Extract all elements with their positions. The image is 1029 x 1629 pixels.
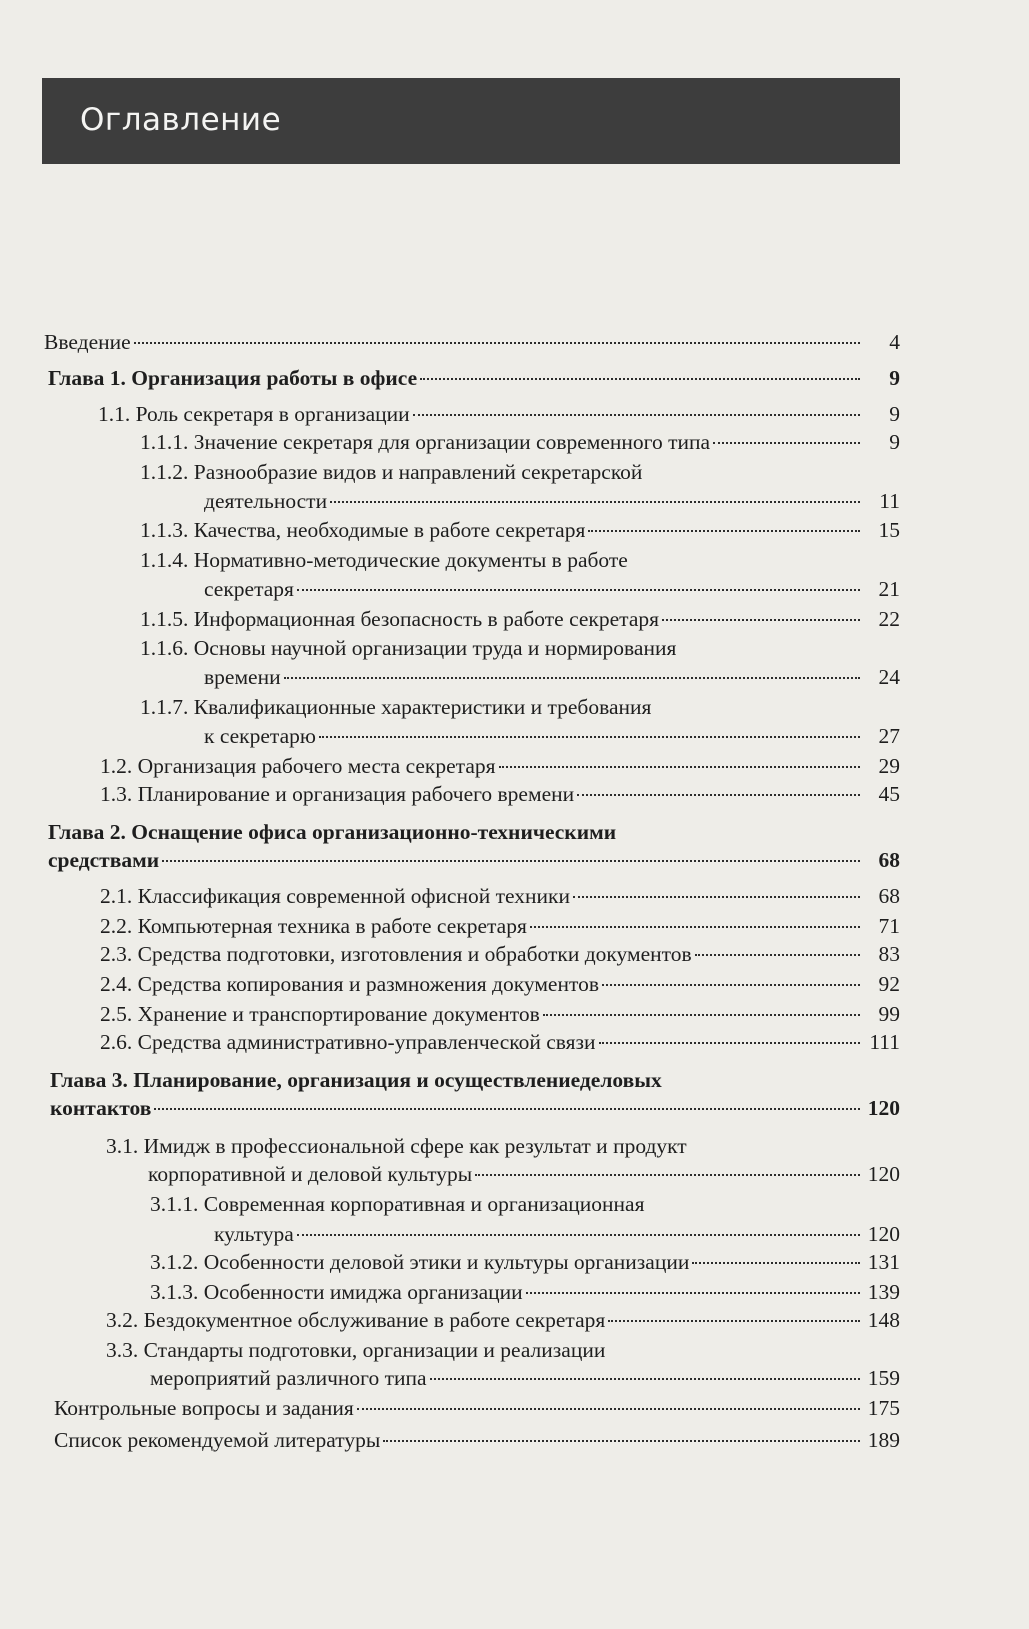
toc-entry-1-1-4[interactable] [204, 575, 900, 603]
toc-entry-1-2[interactable] [100, 752, 900, 780]
toc-entry-3-2[interactable] [106, 1306, 900, 1334]
dot-leader [297, 589, 860, 591]
toc-entry-1-1-3[interactable] [140, 516, 900, 544]
toc-entry-title: 1.1.1. Значение секретаря для организации современного типа [140, 430, 711, 454]
toc-page-number: 22 [878, 607, 900, 631]
toc-entry-title: 2.5. Хранение и транспортирование документов [100, 1002, 540, 1026]
toc-entry-title: 1.1.3. Качества, необходимые в работе секретаря [140, 518, 586, 542]
toc-entry-title-continued: времени [204, 665, 281, 689]
toc-page-number: 4 [889, 330, 900, 354]
toc-entry-chapter-3[interactable] [50, 1094, 900, 1122]
toc-entry-chapter-3-title: Глава 3. Планирование, организация и осуществлениеделовых [50, 1068, 662, 1092]
dot-leader [543, 1014, 860, 1016]
dot-leader [662, 619, 860, 621]
dot-leader [573, 896, 860, 898]
toc-entry-title: Введение [44, 330, 131, 354]
dot-leader [430, 1378, 860, 1380]
toc-entry-1-1[interactable] [98, 400, 900, 428]
toc-page-number: 92 [878, 972, 900, 996]
toc-entry-chapter-2-title: Глава 2. Оснащение офиса организационно-техническими [48, 820, 617, 844]
toc-entry-1-1-7[interactable] [204, 722, 900, 750]
toc-entry-2-5[interactable] [100, 1000, 900, 1028]
toc-entry-2-2[interactable] [100, 912, 900, 940]
toc-entry-title: Список рекомендуемой литературы [54, 1428, 381, 1452]
toc-entry-2-4[interactable] [100, 970, 900, 998]
toc-entry-title: 2.2. Компьютерная техника в работе секретаря [100, 914, 527, 938]
toc-page-number: 148 [867, 1308, 900, 1332]
toc-page-number: 27 [878, 724, 900, 748]
toc-entry-3-1-3[interactable] [150, 1278, 900, 1306]
toc-entry-literature[interactable] [54, 1426, 900, 1454]
toc-entry-1-1-2[interactable] [204, 487, 900, 515]
toc-entry-1-1-6-title: 1.1.6. Основы научной организации труда и нормирования [140, 636, 677, 660]
toc-entry-title: 2.1. Классификация современной офисной техники [100, 884, 570, 908]
toc-entry-intro[interactable] [44, 328, 900, 356]
toc-entry-title: 3.1.3. Особенности имиджа организации [150, 1280, 523, 1304]
dot-leader [475, 1174, 860, 1176]
dot-leader [608, 1320, 860, 1322]
toc-entry-3-3-title: 3.3. Стандарты подготовки, организации и реализации [106, 1338, 606, 1362]
toc-entry-3-1-1-title: 3.1.1. Современная корпоративная и организационная [150, 1192, 645, 1216]
dot-leader [413, 414, 860, 416]
toc-entry-title-continued: культура [214, 1222, 294, 1246]
dot-leader [357, 1408, 860, 1410]
dot-leader [134, 342, 860, 344]
toc-entry-title-continued: к секретарю [204, 724, 316, 748]
dot-leader [420, 378, 860, 380]
toc-page-number: 120 [867, 1222, 900, 1246]
toc-page-number: 71 [878, 914, 900, 938]
toc-entry-title: 1.1.5. Информационная безопасность в работе секретаря [140, 607, 660, 631]
dot-leader [154, 1108, 860, 1110]
toc-page-number: 99 [878, 1002, 900, 1026]
toc-entry-2-1[interactable] [100, 882, 900, 910]
toc-entry-chapter-1[interactable] [48, 364, 900, 392]
toc-page-number: 83 [878, 942, 900, 966]
toc-entry-questions[interactable] [54, 1394, 900, 1422]
dot-leader [330, 501, 860, 503]
toc-entry-title: 1.1. Роль секретаря в организации [98, 402, 410, 426]
dot-leader [319, 736, 860, 738]
toc-page-number: 9 [889, 366, 900, 390]
toc-entry-1-1-7-title: 1.1.7. Квалификационные характеристики и требования [140, 695, 652, 719]
toc-entry-title: 1.3. Планирование и организация рабочего времени [100, 782, 575, 806]
dot-leader [599, 1042, 860, 1044]
toc-entry-title-continued: корпоративной и деловой культуры [148, 1162, 473, 1186]
dot-leader [577, 794, 860, 796]
dot-leader [162, 860, 860, 862]
toc-page-number: 45 [878, 782, 900, 806]
toc-entry-title-continued: мероприятий различного типа [150, 1366, 427, 1390]
toc-entry-title: Глава 1. Организация работы в офисе [48, 366, 418, 390]
dot-leader [530, 926, 860, 928]
dot-leader [588, 530, 860, 532]
toc-entry-1-1-1[interactable] [140, 428, 900, 456]
toc-entry-title-continued: контактов [50, 1096, 152, 1120]
toc-page-number: 24 [878, 665, 900, 689]
dot-leader [692, 1262, 860, 1264]
toc-page-number: 111 [869, 1030, 900, 1054]
toc-page-number: 139 [867, 1280, 900, 1304]
toc-entry-title: 1.2. Организация рабочего места секретаря [100, 754, 496, 778]
dot-leader [383, 1440, 860, 1442]
toc-entry-title: 3.1.2. Особенности деловой этики и культуры организации [150, 1250, 690, 1274]
dot-leader [602, 984, 860, 986]
toc-page-number: 159 [867, 1366, 900, 1390]
dot-leader [695, 954, 860, 956]
dot-leader [526, 1292, 860, 1294]
toc-entry-1-3[interactable] [100, 780, 900, 808]
toc-entry-1-1-4-title: 1.1.4. Нормативно-методические документы в работе [140, 548, 628, 572]
toc-page-number: 11 [879, 489, 900, 513]
toc-entry-3-1-1[interactable] [214, 1220, 900, 1248]
toc-entry-title-continued: секретаря [204, 577, 294, 601]
toc-page-number: 131 [867, 1250, 900, 1274]
toc-page-number: 120 [867, 1162, 900, 1186]
toc-entry-3-3[interactable] [150, 1364, 900, 1392]
toc-entry-title: Контрольные вопросы и задания [54, 1396, 354, 1420]
toc-page-number: 175 [867, 1396, 900, 1420]
toc-entry-3-1-title: 3.1. Имидж в профессиональной сфере как результат и продукт [106, 1134, 687, 1158]
dot-leader [499, 766, 860, 768]
toc-entry-2-3[interactable] [100, 940, 900, 968]
toc-entry-title: 3.2. Бездокументное обслуживание в работе секретаря [106, 1308, 606, 1332]
toc-entry-title: 2.6. Средства административно-управленческой связи [100, 1030, 596, 1054]
toc-page-number: 68 [878, 884, 900, 908]
toc-page-number: 21 [878, 577, 900, 601]
dot-leader [284, 677, 860, 679]
toc-page-number: 15 [878, 518, 900, 542]
toc-page-number: 9 [889, 402, 900, 426]
toc-entry-chapter-2[interactable] [48, 846, 900, 874]
toc-page-number: 29 [878, 754, 900, 778]
toc-entry-1-1-5[interactable] [140, 605, 900, 633]
toc-entry-title-continued: деятельности [204, 489, 328, 513]
toc-entry-title-continued: средствами [48, 848, 160, 872]
dot-leader [297, 1234, 860, 1236]
toc-entry-1-1-2-title: 1.1.2. Разнообразие видов и направлений секретарской [140, 460, 643, 484]
toc-page-number: 120 [867, 1096, 900, 1120]
dot-leader [713, 442, 860, 444]
contents-title: Оглавление [80, 102, 282, 138]
toc-entry-2-6[interactable] [100, 1028, 900, 1056]
toc-entry-1-1-6[interactable] [204, 663, 900, 691]
toc-page-number: 9 [889, 430, 900, 454]
toc-entry-3-1-2[interactable] [150, 1248, 900, 1276]
toc-entry-3-1[interactable] [148, 1160, 900, 1188]
toc-page-number: 68 [878, 848, 900, 872]
toc-entry-title: 2.3. Средства подготовки, изготовления и обработки документов [100, 942, 692, 966]
toc-entry-title: 2.4. Средства копирования и размножения документов [100, 972, 599, 996]
toc-page-number: 189 [867, 1428, 900, 1452]
